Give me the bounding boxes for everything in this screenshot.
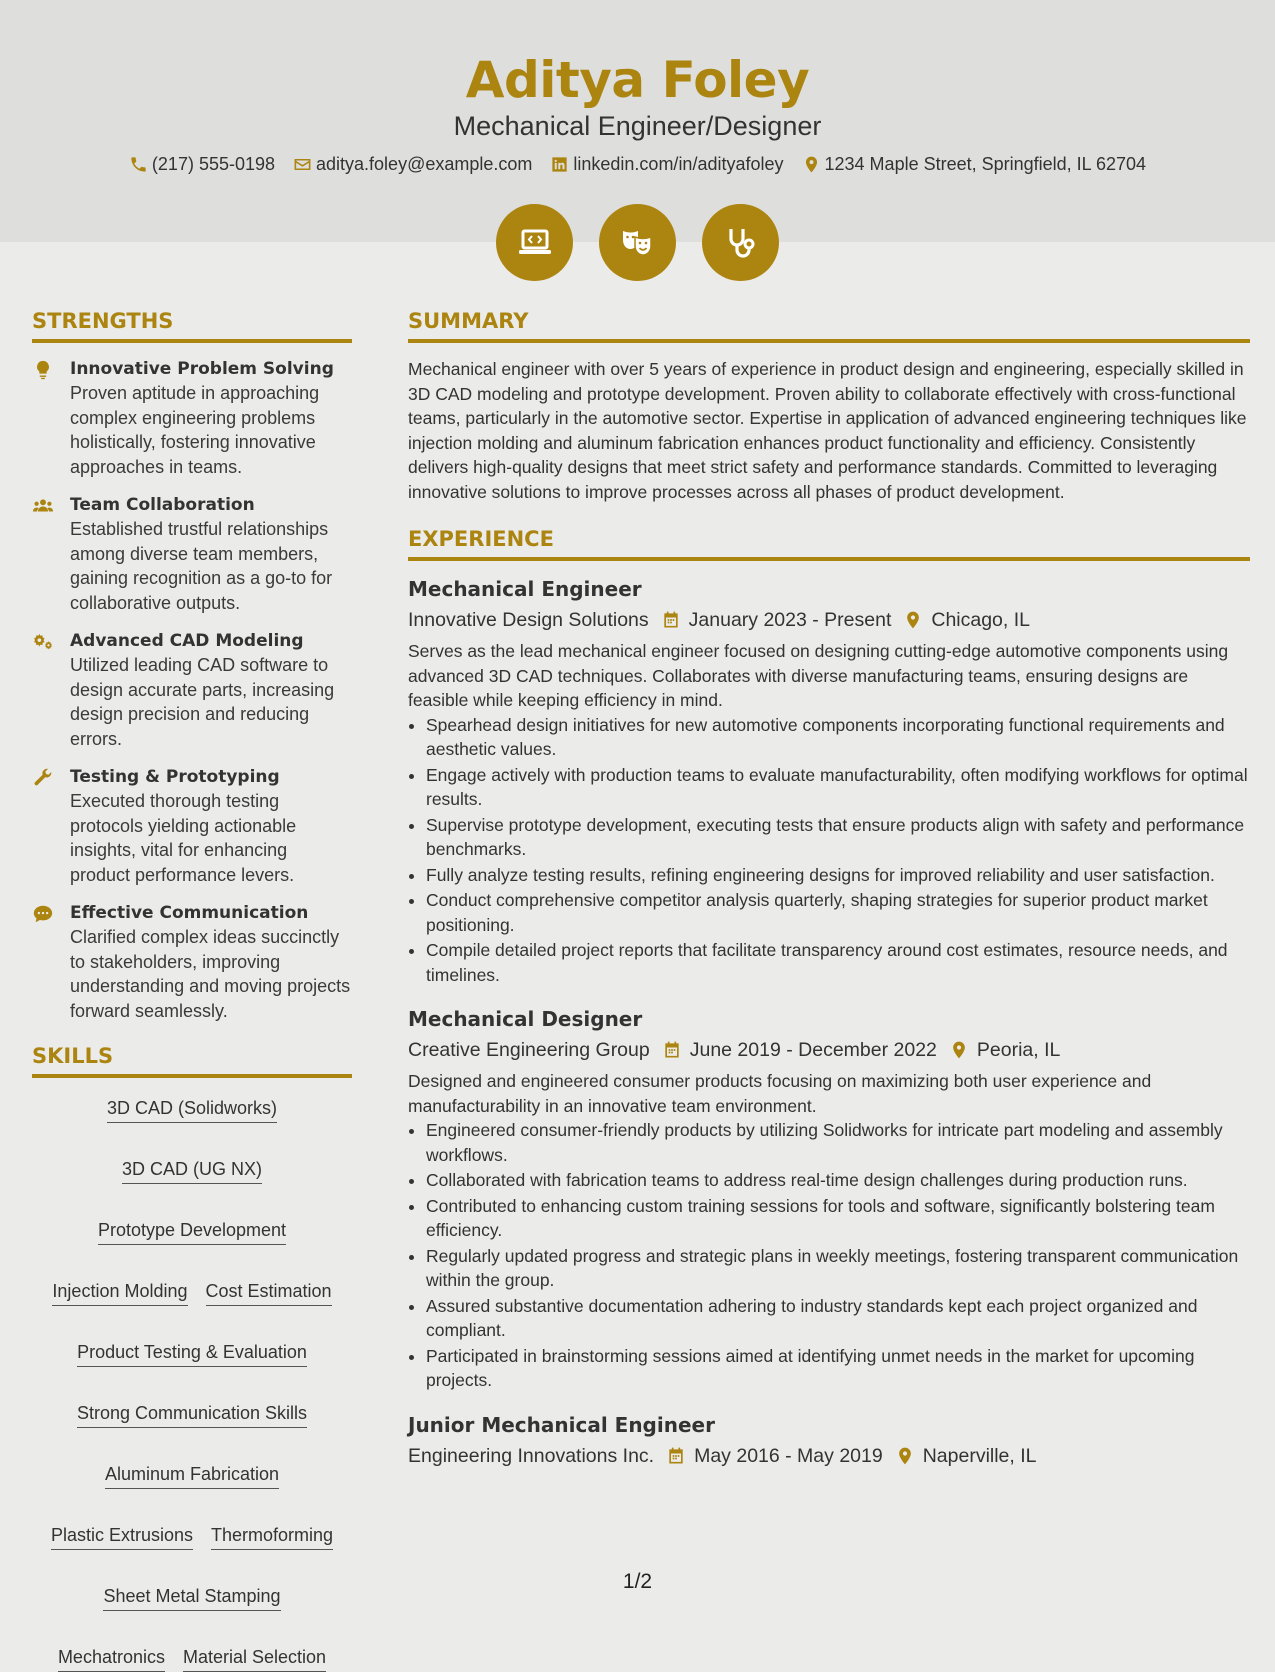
calendar-icon xyxy=(666,1446,686,1466)
job-dates: May 2016 - May 2019 xyxy=(694,1444,883,1467)
skill-tag: Strong Communication Skills xyxy=(77,1401,307,1428)
skill-tag: Thermoforming xyxy=(211,1523,333,1550)
skill-tag: Material Selection xyxy=(183,1645,326,1672)
job-entry xyxy=(408,575,1250,987)
strengths-heading: STRENGTHS xyxy=(32,306,352,343)
strength-title: Advanced CAD Modeling xyxy=(70,631,304,651)
interest-icons xyxy=(0,204,1275,281)
gears-icon xyxy=(32,631,54,653)
strength-item xyxy=(32,493,352,615)
job-bullet: • Spearhead design initiatives for new automotive components incorporating functional requirements and aesthetic values. xyxy=(426,713,1250,762)
contact-linkedin[interactable] xyxy=(550,151,783,177)
job-location: Chicago, IL xyxy=(931,609,1031,631)
skill-tag: Injection Molding xyxy=(52,1279,187,1306)
skill-tag: Aluminum Fabrication xyxy=(105,1462,279,1489)
contact-email[interactable] xyxy=(293,151,532,177)
job-bullet: • Contributed to enhancing custom training sessions for tools and software, significantly bolstering team efficiency. xyxy=(426,1194,1250,1243)
job-bullet: • Participated in brainstorming sessions aimed at identifying unmet needs in the market for upcoming projects. xyxy=(426,1344,1250,1393)
laptop-code-icon xyxy=(515,223,555,263)
job-entry xyxy=(408,1411,1250,1471)
phone-icon xyxy=(129,155,148,174)
location-pin-icon xyxy=(903,610,923,630)
linkedin-icon xyxy=(550,155,569,174)
job-role: Mechanical Engineer xyxy=(408,577,642,601)
calendar-icon xyxy=(661,610,681,630)
page-number: 1/2 xyxy=(622,1570,653,1593)
contact-address xyxy=(802,151,1147,177)
job-meta xyxy=(408,1035,1250,1065)
job-bullet: • Collaborated with fabrication teams to address real-time design challenges during production runs. xyxy=(426,1168,1250,1193)
calendar-icon xyxy=(662,1040,682,1060)
strength-title: Innovative Problem Solving xyxy=(70,359,334,379)
strength-desc: Clarified complex ideas succinctly to stakeholders, improving understanding and moving projects forward seamlessly. xyxy=(70,927,351,1021)
job-company: Creative Engineering Group xyxy=(408,1039,650,1061)
job-bullet: • Conduct comprehensive competitor analysis quarterly, shaping strategies for superior product market positioning. xyxy=(426,888,1250,937)
job-company: Innovative Design Solutions xyxy=(408,609,649,631)
address-text: 1234 Maple Street, Springfield, IL 62704 xyxy=(824,154,1147,174)
job-bullet: • Regularly updated progress and strategic plans in weekly meetings, fostering transparent communication within the group. xyxy=(426,1244,1250,1293)
job-location: Peoria, IL xyxy=(976,1039,1061,1061)
job-entry xyxy=(408,1005,1250,1393)
skill-tag: 3D CAD (UG NX) xyxy=(122,1157,262,1184)
strength-desc: Utilized leading CAD software to design accurate parts, increasing design precision and reducing errors. xyxy=(70,655,335,749)
job-meta xyxy=(408,1441,1250,1471)
location-pin-icon xyxy=(802,155,821,174)
job-bullets xyxy=(408,1118,1250,1393)
job-description: Serves as the lead mechanical engineer focused on designing cutting-edge automotive components using advanced 3D CAD techniques. Collaborates with diverse manufacturing teams, ensuring designs are feasible while keeping efficiency in mind. xyxy=(408,641,1229,710)
envelope-icon xyxy=(293,155,312,174)
experience-list xyxy=(408,575,1250,1471)
strength-item xyxy=(32,765,352,887)
wrench-icon xyxy=(32,767,54,789)
interest-circle xyxy=(599,204,676,281)
summary-text: Mechanical engineer with over 5 years of experience in product design and engineering, especially skilled in 3D CAD modeling and prototype development. Proven ability to collaborate effectively with cross-functional teams, particularly in the automotive sector. Expertise in application of advanced engineering techniques like injection molding and aluminum fabrication enhances product functionality and efficiency. Consistently delivers high-quality designs that meet strict safety and performance standards. Committed to leveraging innovative solutions to improve processes across all phases of product development. xyxy=(408,359,1247,502)
strength-title: Effective Communication xyxy=(70,903,309,923)
job-bullet: • Engage actively with production teams to evaluate manufacturability, often modifying workflows for optimal results. xyxy=(426,763,1250,812)
experience-heading: EXPERIENCE xyxy=(408,524,1250,561)
contact-phone xyxy=(129,151,275,177)
job-description: Designed and engineered consumer products focusing on maximizing both user experience and manufacturability in an innovative team environment. xyxy=(408,1071,1152,1116)
left-column xyxy=(32,306,352,1672)
strength-desc: Executed thorough testing protocols yielding actionable insights, vital for enhancing product performance levers. xyxy=(70,791,297,885)
email-text[interactable]: aditya.foley@example.com xyxy=(316,154,533,174)
skill-tag: Product Testing & Evaluation xyxy=(77,1340,307,1367)
strength-item xyxy=(32,629,352,751)
interest-circle xyxy=(702,204,779,281)
skill-tag: Plastic Extrusions xyxy=(51,1523,193,1550)
chat-icon xyxy=(32,903,54,925)
contact-row xyxy=(0,151,1275,177)
strength-title: Team Collaboration xyxy=(70,495,255,515)
job-bullets xyxy=(408,713,1250,988)
job-bullet: • Compile detailed project reports that facilitate transparency around cost estimates, resource needs, and timelines. xyxy=(426,938,1250,987)
job-meta xyxy=(408,605,1250,635)
location-pin-icon xyxy=(895,1446,915,1466)
phone-text: (217) 555-0198 xyxy=(151,154,276,174)
location-pin-icon xyxy=(949,1040,969,1060)
job-dates: January 2023 - Present xyxy=(688,609,892,631)
skill-tag: Cost Estimation xyxy=(206,1279,332,1306)
lightbulb-icon xyxy=(32,359,54,381)
strength-desc: Proven aptitude in approaching complex engineering problems holistically, fostering innovative approaches in teams. xyxy=(70,383,320,477)
strength-desc: Established trustful relationships among diverse team members, gaining recognition as a go-to for collaborative outputs. xyxy=(70,519,333,613)
linkedin-text[interactable]: linkedin.com/in/adityafoley xyxy=(573,154,784,174)
job-dates: June 2019 - December 2022 xyxy=(689,1039,937,1061)
skill-tag: Sheet Metal Stamping xyxy=(103,1584,280,1611)
skills-heading: SKILLS xyxy=(32,1041,352,1078)
strength-item xyxy=(32,901,352,1023)
stethoscope-icon xyxy=(721,223,761,263)
job-bullet: • Engineered consumer-friendly products by utilizing Solidworks for intricate part modeling and assembly workflows. xyxy=(426,1118,1250,1167)
candidate-name: Aditya Foley xyxy=(465,51,810,109)
summary-heading: SUMMARY xyxy=(408,306,1250,343)
right-column xyxy=(408,306,1250,1489)
job-bullet: • Fully analyze testing results, refining engineering designs for improved reliability and user satisfaction. xyxy=(426,863,1250,888)
skill-tag: 3D CAD (Solidworks) xyxy=(107,1096,277,1123)
strength-title: Testing & Prototyping xyxy=(70,767,280,787)
job-role: Mechanical Designer xyxy=(408,1007,643,1031)
job-bullet: • Supervise prototype development, executing tests that ensure products align with safety and performance benchmarks. xyxy=(426,813,1250,862)
job-bullet: • Assured substantive documentation adhering to industry standards kept each project organized and compliant. xyxy=(426,1294,1250,1343)
skill-tag: Mechatronics xyxy=(58,1645,165,1672)
job-location: Naperville, IL xyxy=(922,1444,1037,1467)
skill-tag: Prototype Development xyxy=(98,1218,286,1245)
theater-masks-icon xyxy=(618,223,658,263)
job-role: Junior Mechanical Engineer xyxy=(408,1412,715,1437)
strength-item xyxy=(32,357,352,479)
users-icon xyxy=(32,495,54,517)
candidate-title: Mechanical Engineer/Designer xyxy=(453,111,822,141)
interest-circle xyxy=(496,204,573,281)
job-company: Engineering Innovations Inc. xyxy=(408,1444,655,1467)
